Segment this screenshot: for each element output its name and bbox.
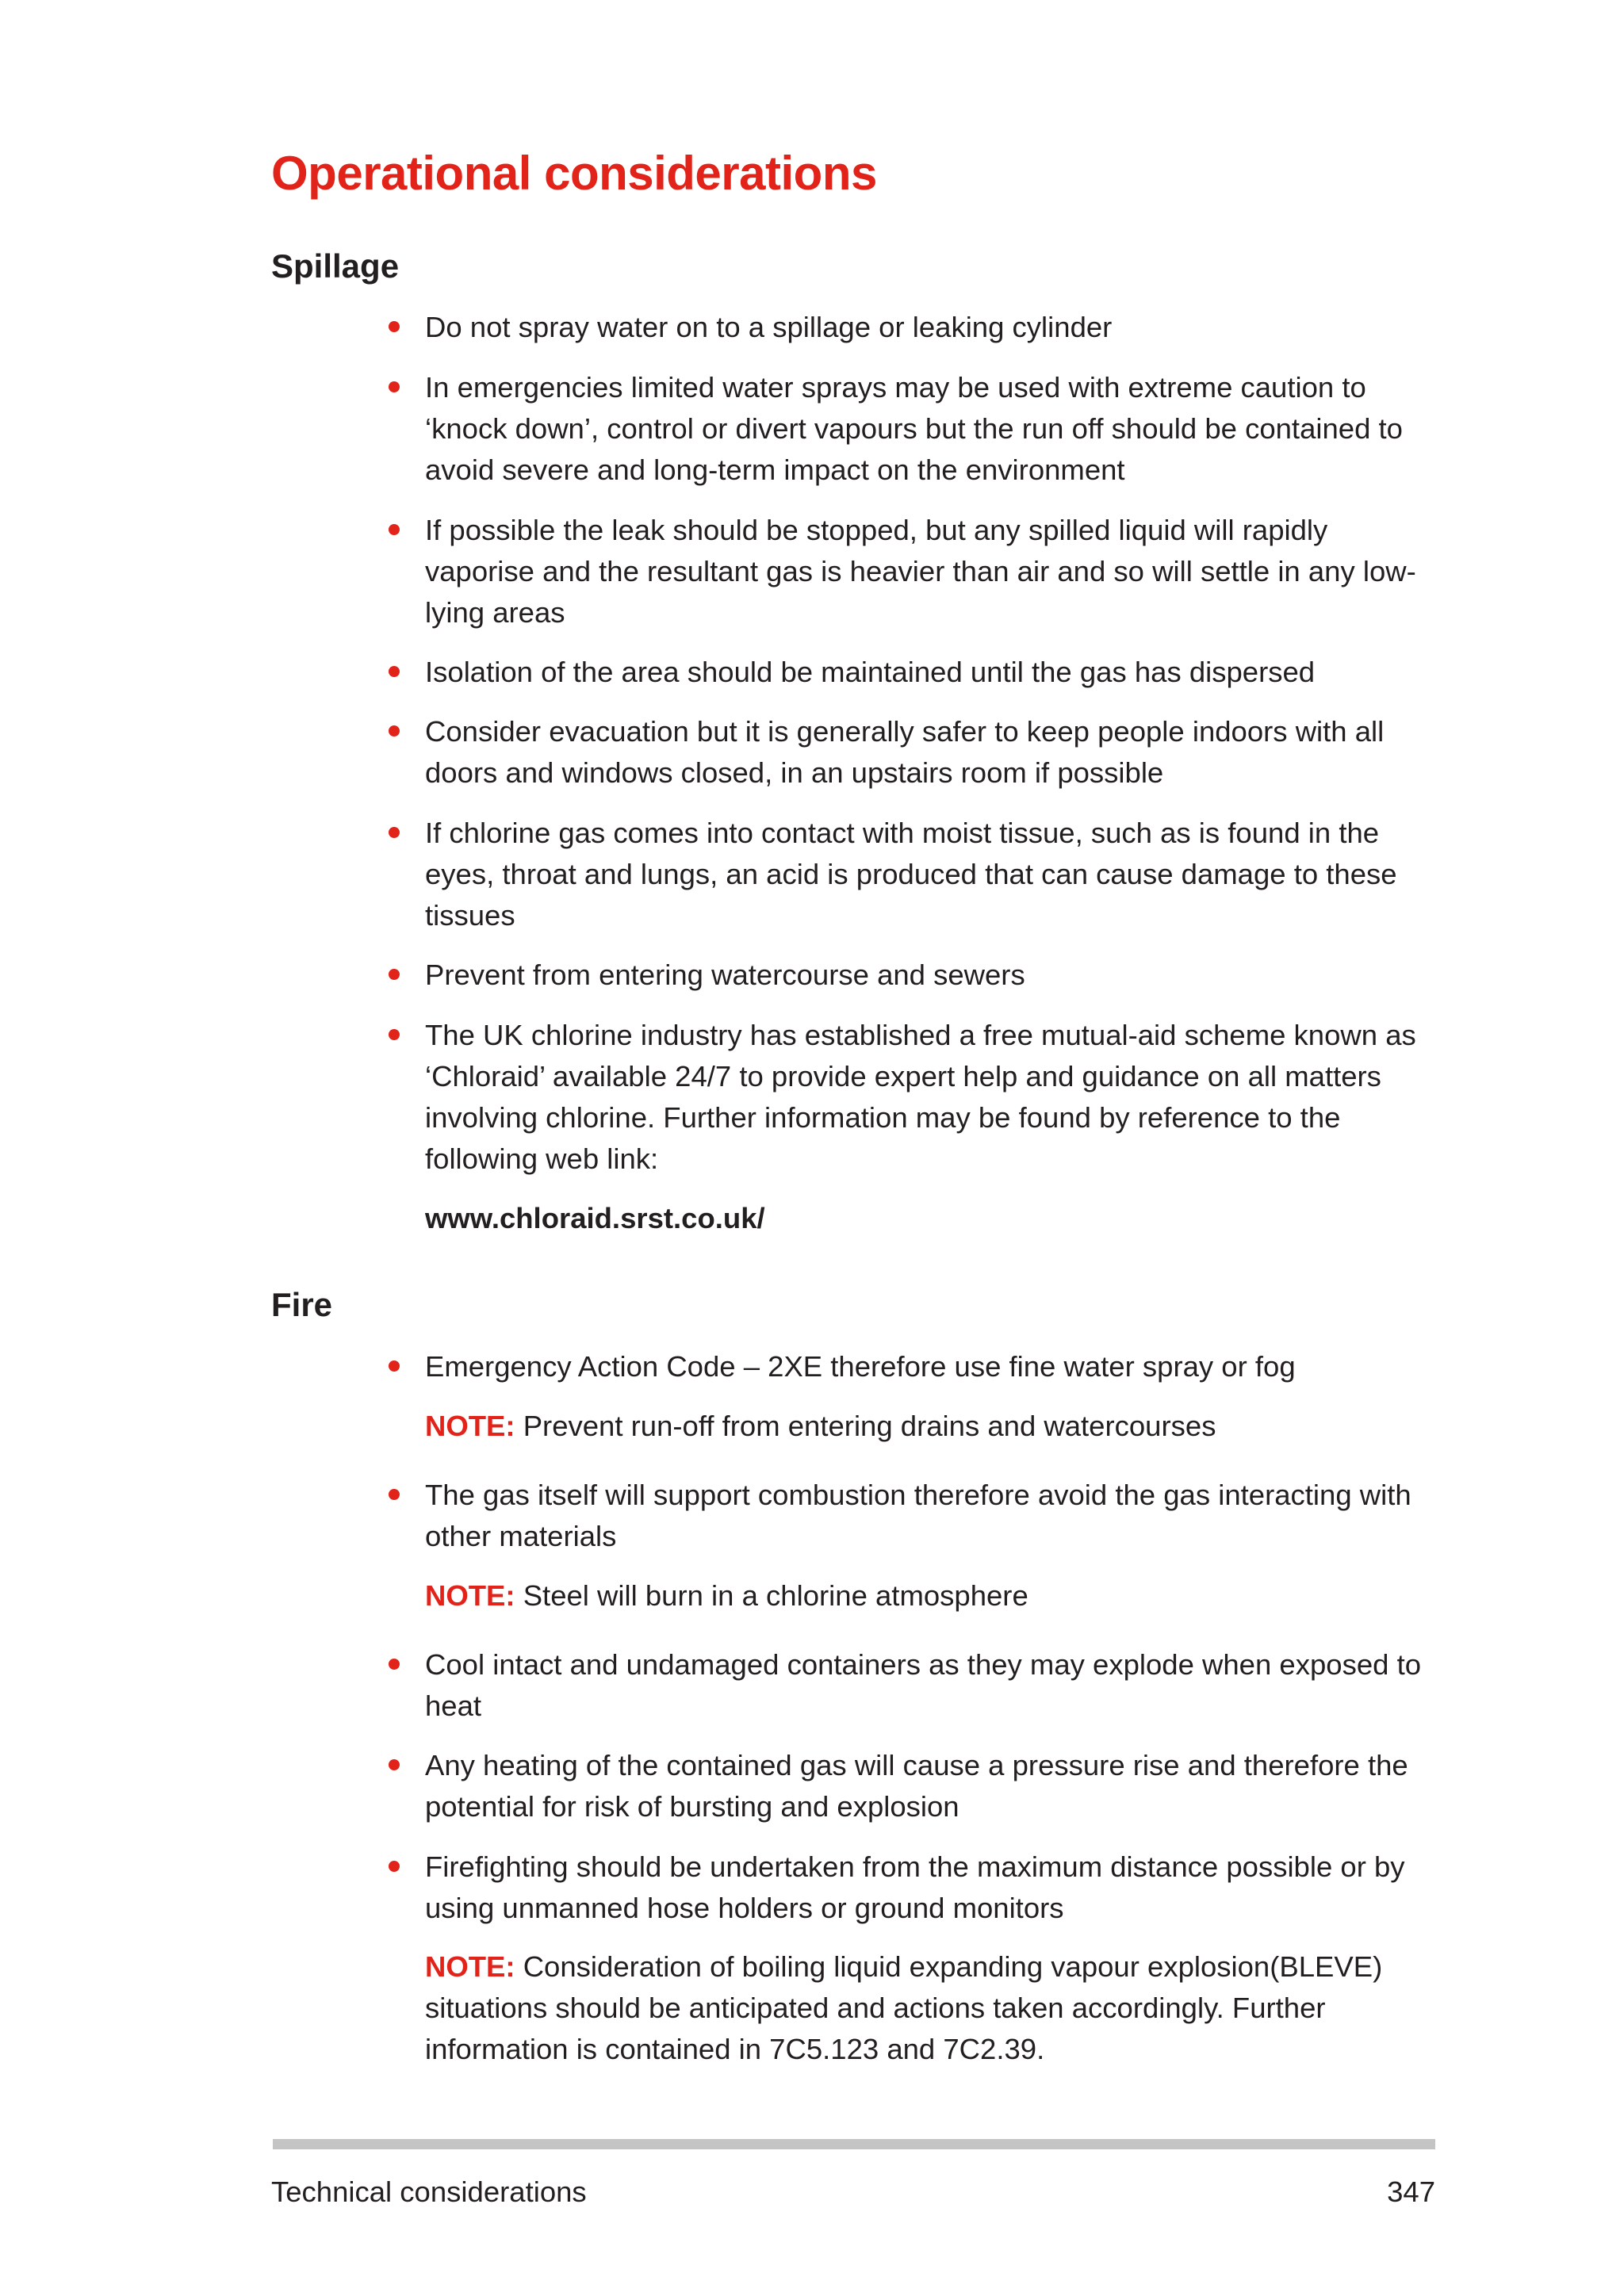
list-item — [425, 652, 1440, 693]
note — [425, 1406, 1440, 1447]
list-item-text: Consider evacuation but it is generally safer to keep people indoors with all doors and windows closed, in an upstairs room if possible — [425, 715, 1385, 789]
note — [425, 1946, 1440, 2070]
list-item-text: In emergencies limited water sprays may be used with extreme caution to ‘knock down’, control or divert vapours but the run off should be contained to avoid severe and long-term impact on the environment — [425, 371, 1403, 486]
footer-section-title: Technical considerations — [271, 2175, 587, 2208]
bullet-icon — [389, 381, 400, 392]
bullet-icon — [389, 321, 400, 332]
list-item-text: Firefighting should be undertaken from the maximum distance possible or by using unmanned hose holders or ground monitors — [425, 1850, 1405, 1924]
list-item-text: Do not spray water on to a spillage or leaking cylinder — [425, 311, 1113, 343]
bullet-icon — [389, 1861, 400, 1872]
list-item — [425, 1745, 1440, 1827]
page-number: 347 — [1387, 2175, 1435, 2208]
bullet-icon — [389, 666, 400, 677]
list-item — [425, 1644, 1440, 1727]
list-item-text: Prevent from entering watercourse and sewers — [425, 959, 1025, 991]
bullet-icon — [389, 969, 400, 980]
note-text: Steel will burn in a chlorine atmosphere — [523, 1579, 1028, 1612]
list-item — [425, 367, 1440, 491]
list-item — [425, 711, 1440, 794]
list-item-text: Cool intact and undamaged containers as they may explode when exposed to heat — [425, 1648, 1422, 1722]
list-item-text: The gas itself will support combustion therefore avoid the gas interacting with other materials — [425, 1479, 1411, 1552]
chloraid-web-link[interactable]: www.chloraid.srst.co.uk/ — [425, 1202, 765, 1234]
list-item-text: If chlorine gas comes into contact with moist tissue, such as is found in the eyes, throat and lungs, an acid is produced that can cause damage to these tissues — [425, 817, 1397, 932]
list-item-text: If possible the leak should be stopped, but any spilled liquid will rapidly vaporise and the resultant gas is heavier than air and so will settle in any low-lying areas — [425, 514, 1416, 629]
section-heading-fire: Fire — [271, 1286, 333, 1323]
section-heading-spillage: Spillage — [271, 247, 400, 285]
bullet-icon — [389, 1759, 400, 1770]
note — [425, 1575, 1440, 1617]
bullet-icon — [389, 1489, 400, 1500]
list-item — [425, 1475, 1440, 1557]
bullet-icon — [389, 1659, 400, 1670]
note-label: NOTE: — [425, 1410, 515, 1442]
list-item — [425, 307, 1440, 348]
list-item-text: Emergency Action Code – 2XE therefore use fine water spray or fog — [425, 1350, 1296, 1383]
list-item — [425, 510, 1440, 633]
list-item — [425, 1846, 1440, 1929]
list-item-text: The UK chlorine industry has established a free mutual-aid scheme known as ‘Chloraid’ available 24/7 to provide expert help and guidance on all matters involving chlorine. Further information may be found by reference to the following web link: — [425, 1019, 1416, 1175]
list-item — [425, 813, 1440, 936]
list-item — [425, 1015, 1440, 1180]
footer-rule — [273, 2139, 1435, 2149]
bullet-icon — [389, 725, 400, 737]
bullet-icon — [389, 524, 400, 535]
note-label: NOTE: — [425, 1950, 515, 1983]
bullet-icon — [389, 827, 400, 838]
list-item-text: Isolation of the area should be maintained until the gas has dispersed — [425, 656, 1316, 688]
list-item — [425, 1346, 1440, 1387]
page-title: Operational considerations — [271, 147, 877, 200]
bullet-icon — [389, 1360, 400, 1372]
note-text: Consideration of boiling liquid expanding vapour explosion(BLEVE) situations should be anticipated and actions taken accordingly. Further information is contained in 7C5.123 and 7C2.39. — [425, 1950, 1383, 2065]
list-item — [425, 955, 1440, 996]
note-text: Prevent run-off from entering drains and watercourses — [523, 1410, 1216, 1442]
note-label: NOTE: — [425, 1579, 515, 1612]
list-item-text: Any heating of the contained gas will cause a pressure rise and therefore the potential for risk of bursting and explosion — [425, 1749, 1408, 1823]
bullet-icon — [389, 1029, 400, 1040]
